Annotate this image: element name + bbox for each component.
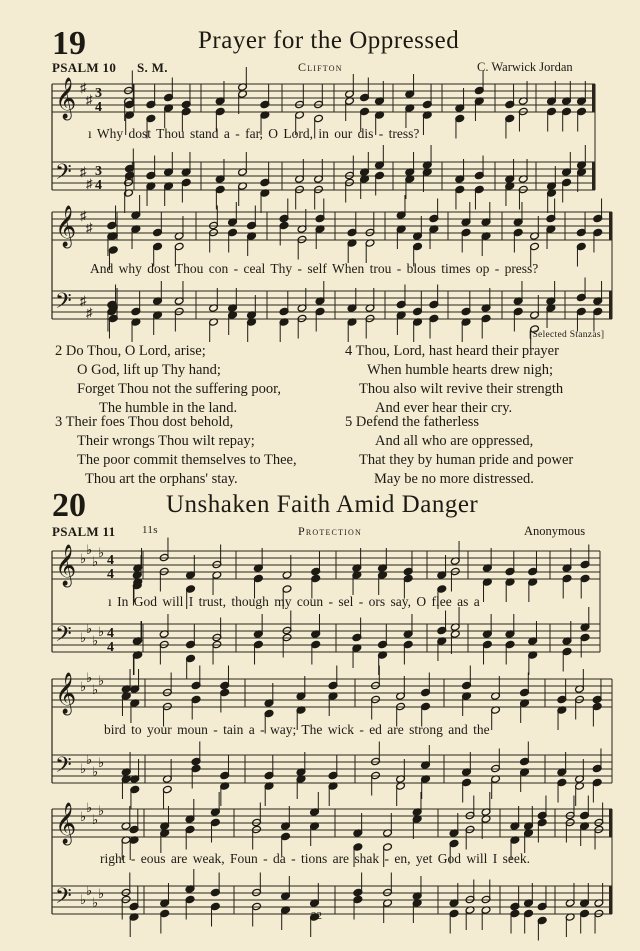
stanza-line: That they by human pride and power — [359, 452, 574, 468]
flat-icon: ♭ — [98, 624, 105, 639]
stanza-line: 2 Do Thou, O Lord, arise; — [55, 343, 206, 359]
flat-icon: ♭ — [92, 633, 99, 648]
flat-icon: ♭ — [92, 812, 99, 827]
flat-icon: ♭ — [80, 679, 87, 694]
composer: Anonymous — [524, 524, 586, 538]
bass-clef-icon: 𝄢 — [55, 884, 72, 914]
bass-clef-icon: 𝄢 — [55, 160, 72, 190]
flat-icon: ♭ — [86, 542, 93, 557]
time-signature: 4 — [107, 626, 114, 641]
stanza-line: O God, lift up Thy hand; — [77, 362, 221, 378]
flat-icon: ♭ — [86, 883, 93, 898]
sharp-icon: ♯ — [80, 164, 87, 179]
meter: S. M. — [137, 60, 168, 75]
bass-clef-icon: 𝄢 — [55, 289, 72, 319]
selected-stanzas-note: [Selected Stanzas] — [529, 330, 605, 340]
treble-clef-icon: 𝄞 — [55, 206, 77, 247]
sharp-icon: ♯ — [86, 92, 93, 107]
stanza-line: 4 Thou, Lord, hast heard their prayer — [345, 343, 559, 359]
sharp-icon: ♯ — [80, 208, 87, 223]
sharp-icon: ♯ — [80, 80, 87, 95]
composer: C. Warwick Jordan — [477, 60, 573, 74]
lyric-line: ı In God will I trust, though my coun - sel - ors say, O flee as a — [108, 594, 480, 609]
flat-icon: ♭ — [86, 800, 93, 815]
page-number: 22 — [311, 910, 322, 922]
hymn-title: Prayer for the Oppressed — [198, 27, 460, 54]
stanza-line: 5 Defend the fatherless — [345, 414, 480, 430]
time-signature: 3 — [95, 164, 102, 179]
flat-icon: ♭ — [80, 630, 87, 645]
treble-clef-icon: 𝄞 — [55, 78, 77, 119]
lyric-line: right - eous are weak, Foun - da - tions are shak - en, yet God will I seek. — [100, 851, 531, 866]
sharp-icon: ♯ — [86, 220, 93, 235]
flat-icon: ♭ — [92, 682, 99, 697]
lyric-line: bird to your moun - tain a - way; The wick - ed are strong and the — [104, 722, 490, 737]
hymn-number: 20 — [52, 487, 86, 524]
flat-icon: ♭ — [86, 621, 93, 636]
treble-clef-icon: 𝄞 — [55, 803, 77, 844]
hymn-number: 19 — [52, 25, 86, 62]
time-signature: 4 — [95, 100, 102, 115]
flat-icon: ♭ — [98, 673, 105, 688]
flat-icon: ♭ — [98, 886, 105, 901]
sharp-icon: ♯ — [86, 176, 93, 191]
meter: 11s — [142, 524, 158, 536]
flat-icon: ♭ — [98, 803, 105, 818]
hymn-title: Unshaken Faith Amid Danger — [166, 491, 479, 518]
stanza-line: And all who are oppressed, — [375, 433, 534, 449]
stanza-line: May be no more distressed. — [374, 471, 534, 487]
lyric-line: ı Why dost Thou stand a - far, O Lord, in our dis - tress? — [88, 126, 420, 141]
stanza-line: When humble hearts drew nigh; — [367, 362, 554, 378]
final-barline — [609, 809, 612, 837]
stanza-line: And ever hear their cry. — [375, 400, 513, 416]
flat-icon: ♭ — [92, 554, 99, 569]
lyric-line: And why dost Thou con - ceal Thy - self When trou - blous times op - press? — [90, 261, 539, 276]
stanza-line: The humble in the land. — [99, 400, 238, 416]
stanza-line: Their wrongs Thou wilt repay; — [77, 433, 255, 449]
bass-clef-icon: 𝄢 — [55, 753, 72, 783]
stanza-line: 3 Their foes Thou dost behold, — [55, 414, 234, 430]
time-signature: 4 — [107, 640, 114, 655]
time-signature: 4 — [95, 178, 102, 193]
flat-icon: ♭ — [92, 895, 99, 910]
flat-icon: ♭ — [80, 892, 87, 907]
time-signature: 3 — [95, 86, 102, 101]
flat-icon: ♭ — [98, 755, 105, 770]
tune-name: Clifton — [298, 60, 343, 74]
flat-icon: ♭ — [80, 761, 87, 776]
psalm-reference: PSALM 11 — [52, 524, 116, 539]
stanza-line: Thou also wilt revive their strength — [359, 381, 564, 397]
flat-icon: ♭ — [98, 545, 105, 560]
flat-icon: ♭ — [80, 809, 87, 824]
treble-clef-icon: 𝄞 — [55, 545, 77, 586]
flat-icon: ♭ — [86, 670, 93, 685]
sharp-icon: ♯ — [86, 305, 93, 320]
stanza-line: Thou art the orphans' stay. — [85, 471, 238, 487]
treble-clef-icon: 𝄞 — [55, 673, 77, 714]
flat-icon: ♭ — [92, 764, 99, 779]
flat-icon: ♭ — [80, 551, 87, 566]
time-signature: 4 — [107, 567, 114, 582]
sharp-icon: ♯ — [80, 293, 87, 308]
stanza-line: Forget Thou not the suffering poor, — [77, 381, 282, 397]
bass-clef-icon: 𝄢 — [55, 622, 72, 652]
time-signature: 4 — [107, 553, 114, 568]
stanza-line: The poor commit themselves to Thee, — [77, 452, 297, 468]
psalm-reference: PSALM 10 — [52, 60, 117, 75]
flat-icon: ♭ — [86, 752, 93, 767]
final-barline — [609, 886, 612, 914]
tune-name: Protection — [298, 524, 363, 538]
